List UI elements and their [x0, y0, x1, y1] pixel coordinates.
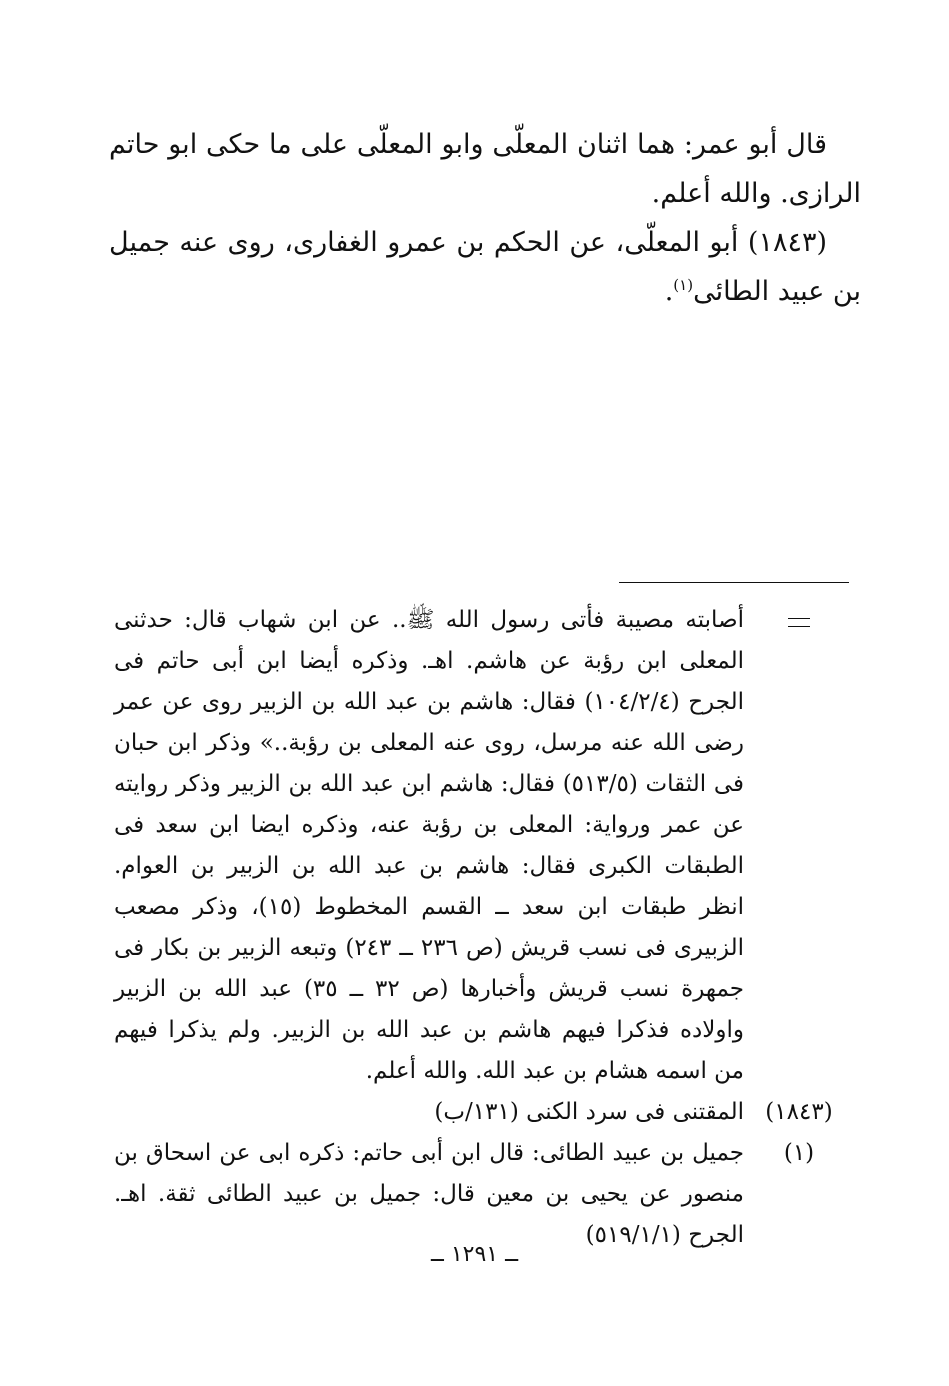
paragraph-entry-1843	[109, 218, 861, 316]
entry-1843-end: .	[664, 276, 674, 307]
footnote-1843	[114, 1092, 854, 1133]
continuation-mark	[744, 600, 854, 641]
footnote-continuation	[114, 600, 854, 1092]
continuation-text: أصابته مصيبة فأتى رسول الله ﷺ.. عن ابن شهاب قال: حدثنى المعلى ابن رؤبة عن هاشم. اهـ. وذكره أيضا ابن أبى حاتم فى الجرح (١٠٤/٢/٤) فقال: هاشم بن عبد الله بن الزبير روى عن عمر رضى الله عنه مرسل، روى عنه المعلى بن رؤبة..» وذكر ابن حبان فى الثقات (٥١٣/٥) فقال: هاشم ابن عبد الله بن الزبير وذكر روايته عن عمر ورواية: المعلى بن رؤبة عنه، وذكره ايضا ابن سعد فى الطبقات الكبرى فقال: هاشم بن عبد الله بن الزبير بن العوام. انظر طبقات ابن سعد ــ القسم المخطوط (١٥)، وذكر مصعب الزبيرى فى نسب قريش (ص ٢٣٦ ــ ٢٤٣) وتبعه الزبير بن بكار فى جمهرة نسب قريش وأخبارها (ص ٣٢ ــ ٣٥) عبد الله بن الزبير واولاده فذكرا فيهم هاشم بن عبد الله بن الزبير. ولم يذكرا فيهم من اسمه هشام بن عبد الله. والله أعلم.	[114, 607, 745, 1084]
footnote-1843-mark: (١٨٤٣)	[765, 1099, 833, 1125]
page-number: ــ ١٢٩١ ــ	[430, 1242, 519, 1267]
footnote-1-mark: (١)	[783, 1140, 815, 1166]
footnote-1	[114, 1133, 854, 1256]
paragraph-abu-umar-text: قال أبو عمر: هما اثنان المعلّى وابو المعلّى على ما حكى ابو حاتم الرازى. والله أعلم.	[109, 129, 861, 209]
footnote-1-text: جميل بن عبيد الطائى: قال ابن أبى حاتم: ذكره ابى عن اسحاق بن منصور عن يحيى بن معين قال: جميل بن عبيد الطائى ثقة. اهـ. الجرح (٥١٩/١/١)	[114, 1140, 744, 1248]
main-text	[109, 120, 861, 316]
footnote-1843-text: المقتنى فى سرد الكنى (١٣١/ب)	[434, 1099, 744, 1125]
footnote-separator	[619, 582, 849, 583]
double-line-icon	[788, 618, 810, 627]
paragraph-abu-umar	[109, 120, 861, 218]
footnotes	[114, 600, 854, 1256]
footnote-ref-1: (١)	[673, 276, 694, 294]
entry-1843-text: (١٨٤٣) أبو المعلّى، عن الحكم بن عمرو الغفارى، روى عنه جميل بن عبيد الطائى	[109, 227, 861, 307]
